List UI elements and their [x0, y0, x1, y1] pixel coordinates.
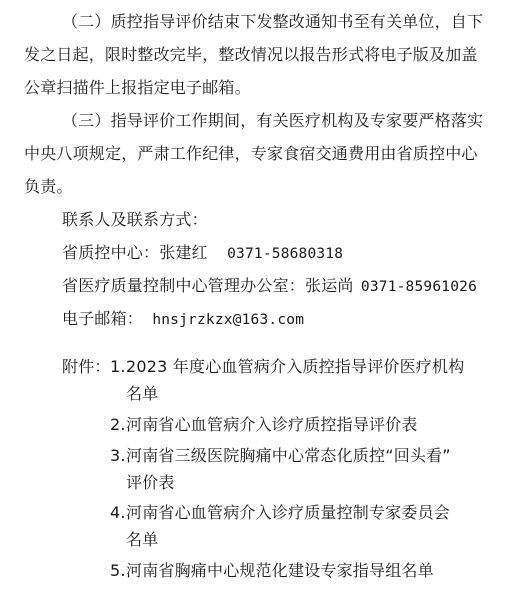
contact-office	[62, 276, 477, 297]
contact-center-phone: 0371-58680318	[227, 246, 344, 262]
contact-office-phone: 0371-85961026	[360, 279, 477, 295]
paragraph-3-line-1: （三）指导评价工作期间，有关医疗机构及专家要严格落实	[62, 111, 484, 130]
attachment-3-line-2: 评价表	[126, 473, 175, 492]
contacts-heading: 联系人及联系方式：	[62, 210, 208, 229]
attachment-3-line-1: 河南省三级医院胸痛中心常态化质控“回头看”	[126, 446, 451, 465]
contact-office-label: 省医疗质量控制中心管理办公室：张运尚	[62, 276, 354, 295]
attachment-2-num: 2.	[110, 415, 126, 434]
contact-center	[62, 243, 343, 264]
attachment-1-line-2: 名单	[126, 384, 159, 403]
attachment-3-num: 3.	[110, 446, 126, 465]
attachment-4-num: 4.	[110, 503, 126, 522]
contact-email-label: 电子邮箱：	[62, 309, 144, 328]
attachment-4-line-1: 河南省心血管病介入诊疗质量控制专家委员会	[126, 503, 451, 522]
contact-email	[62, 309, 304, 330]
contact-center-label: 省质控中心：张建红	[62, 243, 208, 262]
attachment-1-num: 1.	[110, 357, 126, 376]
attachment-5-num: 5.	[110, 561, 126, 580]
paragraph-2-line-2: 发之日起，限时整改完毕，整改情况以报告形式将电子版及加盖	[24, 45, 478, 64]
attachment-1-line-1: 2023 年度心血管病介入质控指导评价医疗机构	[126, 357, 465, 376]
paragraph-3-line-3: 负责。	[24, 177, 73, 196]
paragraph-2-line-3: 公章扫描件上报指定电子邮箱。	[24, 78, 251, 97]
contact-email-value[interactable]: hnsjrzkzx@163.com	[152, 312, 305, 328]
paragraph-2-line-1: （二）质控指导评价结束下发整改通知书至有关单位，自下	[62, 12, 484, 31]
attachment-2-line-1: 河南省心血管病介入诊疗质控指导评价表	[126, 415, 418, 434]
paragraph-3-line-2: 中央八项规定，严肃工作纪律，专家食宿交通费用由省质控中心	[24, 144, 478, 163]
attachment-5-line-1: 河南省胸痛中心规范化建设专家指导组名单	[126, 561, 434, 580]
attachments-label: 附件：	[62, 357, 111, 376]
attachment-4-line-2: 名单	[126, 530, 159, 549]
